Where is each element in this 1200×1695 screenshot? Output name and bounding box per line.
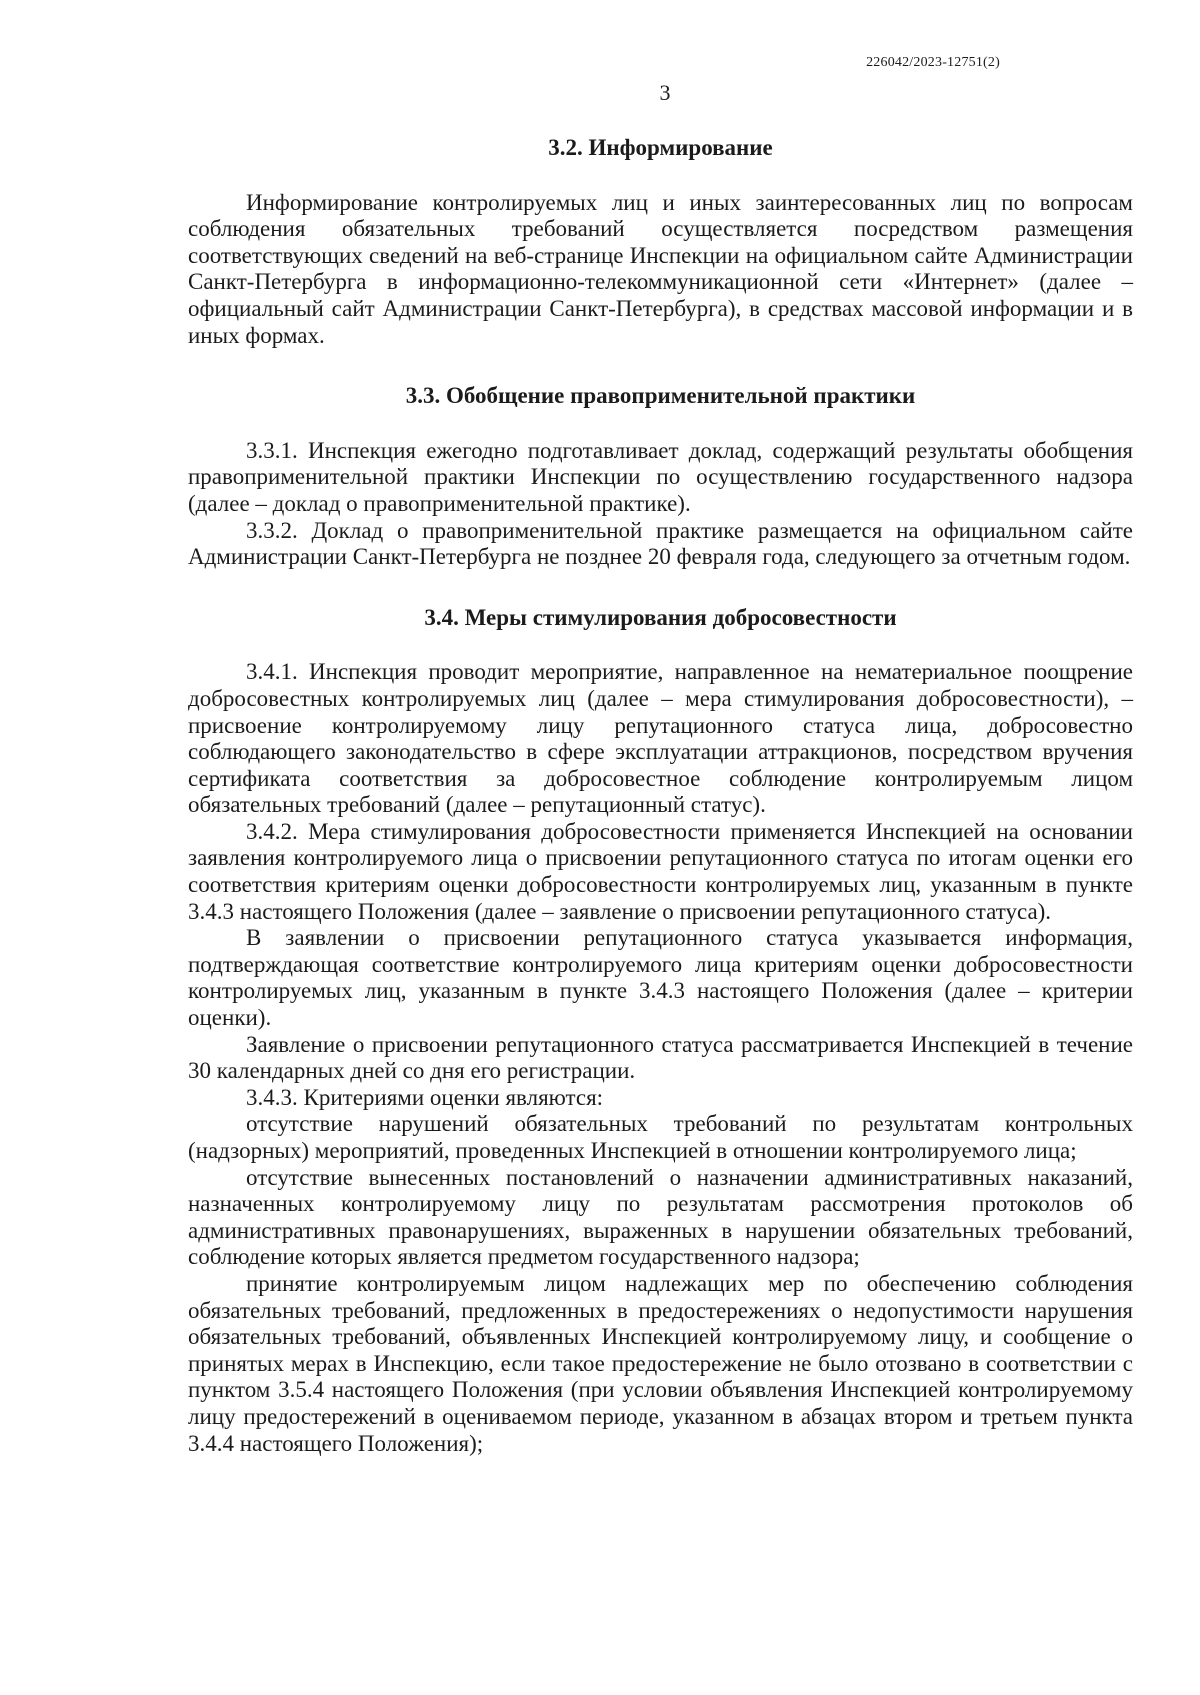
section-heading: 3.2. Информирование — [548, 135, 773, 160]
section-heading: 3.4. Меры стимулирования добросовестности — [424, 604, 897, 630]
document-number: 226042/2023-12751(2) — [866, 55, 1000, 70]
paragraph: отсутствие вынесенных постановлений о назначении административных наказаний, назначенных контролируемому лицу по результатам рассмотрения протоколов об административных правонарушениях, выраженных в нарушении обязательных требований, соблюдение которых является предметом государственного надзора; — [188, 1164, 1133, 1270]
paragraph: 3.4.3. Критериями оценки являются: — [246, 1084, 604, 1110]
paragraph: Информирование контролируемых лиц и иных заинтересованных лиц по вопросам соблюдения обязательных требований осуществляется посредством размещения соответствующих сведений на веб-странице Инспекции на официальном сайте Администрации Санкт-Петербурга в информационно-телекоммуникационной сети «Интернет» (далее – официальный сайт Администрации Санкт-Петербурга), в средствах массовой информации и в иных формах. — [188, 189, 1133, 348]
paragraph: 3.3.1. Инспекция ежегодно подготавливает доклад, содержащий результаты обобщения правоприменительной практики Инспекции по осуществлению государственного надзора (далее – доклад о правоприменительной практике). — [188, 437, 1133, 516]
paragraph: отсутствие нарушений обязательных требований по результатам контрольных (надзорных) мероприятий, проведенных Инспекцией в отношении контролируемого лица; — [188, 1111, 1133, 1163]
section-3-4 — [188, 605, 1133, 1457]
paragraph: Заявление о присвоении репутационного статуса рассматривается Инспекцией в течение 30 календарных дней со дня его регистрации. — [188, 1031, 1133, 1084]
paragraph: 3.3.2. Доклад о правоприменительной практике размещается на официальном сайте Администрации Санкт-Петербурга не позднее 20 февраля года, следующего за отчетным годом. — [188, 517, 1133, 570]
page-number: 3 — [659, 80, 671, 105]
paragraph: 3.4.2. Мера стимулирования добросовестности применяется Инспекцией на основании заявления контролируемого лица о присвоении репутационного статуса по итогам оценки его соответствия критериям оценки добросовестности контролируемых лиц, указанным в пункте 3.4.3 настоящего Положения (далее – заявление о присвоении репутационного статуса). — [188, 818, 1133, 924]
paragraph: 3.4.1. Инспекция проводит мероприятие, направленное на нематериальное поощрение добросовестных контролируемых лиц (далее – мера стимулирования добросовестности), – присвоение контролируемому лицу репутационного статуса лица, добросовестно соблюдающего законодательство в сфере эксплуатации аттракционов, посредством вручения сертификата соответствия за добросовестное соблюдение контролируемым лицом обязательных требований (далее – репутационный статус). — [188, 659, 1133, 818]
paragraph: В заявлении о присвоении репутационного статуса указывается информация, подтверждающая соответствие контролируемого лица критериям оценки добросовестности контролируемых лиц, указанным в пункте 3.4.3 настоящего Положения (далее – критерии оценки). — [188, 925, 1133, 1031]
section-heading: 3.3. Обобщение правоприменительной практики — [405, 383, 916, 409]
section-3-2 — [188, 135, 1133, 349]
paragraph: принятие контролируемым лицом надлежащих мер по обеспечению соблюдения обязательных требований, предложенных в предостережениях о недопустимости нарушения обязательных требований, объявленных Инспекцией контролируемому лицу, и сообщение о принятых мерах в Инспекцию, если такое предостережение не было отозвано в соответствии с пунктом 3.5.4 настоящего Положения (при условии объявления Инспекцией контролируемому лицу предостережений в оцениваемом периоде, указанном в абзацах втором и третьем пункта 3.4.4 настоящего Положения); — [188, 1270, 1133, 1456]
document-body — [188, 135, 1133, 1457]
section-3-3 — [188, 383, 1133, 571]
